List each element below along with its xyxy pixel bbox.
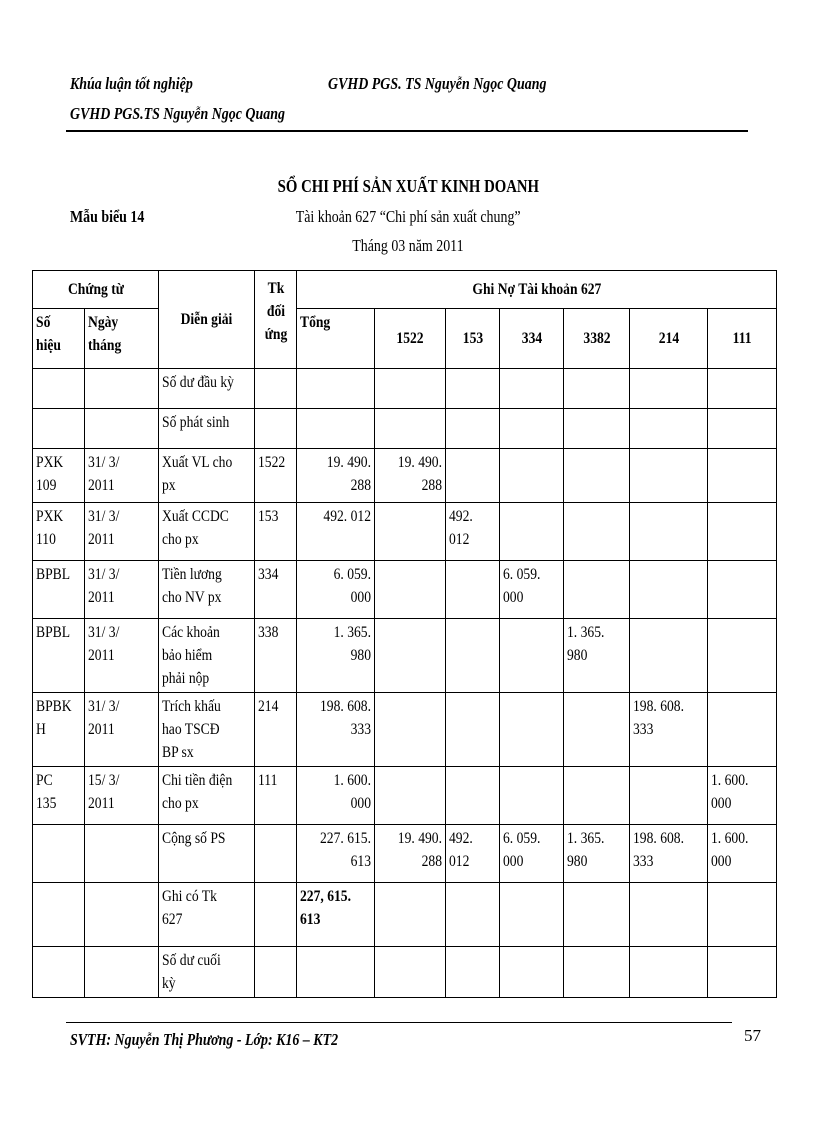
cell-amt-214 <box>630 409 708 449</box>
cell-tong: 227, 615. 613 <box>297 883 375 947</box>
header-334: 334 <box>500 309 564 369</box>
table-row <box>33 825 777 883</box>
cell-tk-doi-ung <box>255 883 297 947</box>
cell-tong: 227. 615. 613 <box>297 825 375 883</box>
cell-amt-111 <box>708 619 777 693</box>
header-111: 111 <box>708 309 777 369</box>
cell-amt-214 <box>630 503 708 561</box>
cell-amt-111 <box>708 883 777 947</box>
table-row <box>33 449 777 503</box>
cell-amt-111 <box>708 947 777 998</box>
form-label: Mẫu biểu 14 <box>70 207 145 226</box>
cell-amt-334 <box>500 619 564 693</box>
header-dien-giai: Diễn giải <box>159 271 255 369</box>
cell-tk-doi-ung: 1522 <box>255 449 297 503</box>
cell-amt-1522: 19. 490. 288 <box>375 449 446 503</box>
cell-amt-1522 <box>375 767 446 825</box>
cell-amt-111 <box>708 693 777 767</box>
cell-ngay-thang <box>85 369 159 409</box>
cell-amt-111 <box>708 369 777 409</box>
cell-dien-giai: Chi tiền điện cho px <box>159 767 255 825</box>
cell-amt-3382 <box>564 561 630 619</box>
cell-amt-3382 <box>564 503 630 561</box>
cell-amt-3382 <box>564 369 630 409</box>
header-so-hieu: Số hiệu <box>33 309 85 369</box>
cell-amt-3382: 1. 365. 980 <box>564 619 630 693</box>
cell-amt-3382 <box>564 767 630 825</box>
header-advisor-center: GVHD PGS. TS Nguyễn Ngọc Quang <box>328 74 547 93</box>
cell-amt-334 <box>500 503 564 561</box>
cell-amt-111: 1. 600. 000 <box>708 825 777 883</box>
cell-tk-doi-ung: 111 <box>255 767 297 825</box>
cell-amt-214 <box>630 369 708 409</box>
cell-amt-214: 198. 608. 333 <box>630 825 708 883</box>
cell-amt-1522 <box>375 503 446 561</box>
cell-amt-3382 <box>564 449 630 503</box>
cell-amt-334 <box>500 409 564 449</box>
cell-amt-153: 492. 012 <box>446 825 500 883</box>
table-row <box>33 619 777 693</box>
header-tong: Tổng <box>297 309 375 369</box>
cell-amt-1522 <box>375 883 446 947</box>
cell-so-hieu <box>33 825 85 883</box>
footer-rule <box>66 1022 732 1023</box>
cell-amt-1522 <box>375 409 446 449</box>
cell-ngay-thang <box>85 825 159 883</box>
header-thesis-label: Khúa luận tốt nghiệp <box>70 74 193 93</box>
page-number: 57 <box>744 1026 761 1045</box>
cell-amt-111 <box>708 503 777 561</box>
cell-tk-doi-ung <box>255 369 297 409</box>
document-title: SỔ CHI PHÍ SẢN XUẤT KINH DOANH <box>277 176 539 196</box>
cell-amt-153 <box>446 883 500 947</box>
cell-amt-1522 <box>375 561 446 619</box>
cell-dien-giai: Số dư đầu kỳ <box>159 369 255 409</box>
cell-so-hieu: BPBL <box>33 561 85 619</box>
cell-tong: 6. 059. 000 <box>297 561 375 619</box>
cell-tk-doi-ung: 214 <box>255 693 297 767</box>
cell-dien-giai: Các khoản bảo hiểm phải nộp <box>159 619 255 693</box>
cell-amt-153 <box>446 767 500 825</box>
cell-amt-3382 <box>564 947 630 998</box>
cell-ngay-thang: 31/ 3/ 2011 <box>85 503 159 561</box>
cell-so-hieu: PC 135 <box>33 767 85 825</box>
header-214: 214 <box>630 309 708 369</box>
cell-tk-doi-ung: 338 <box>255 619 297 693</box>
cell-tong: 198. 608. 333 <box>297 693 375 767</box>
ledger-table <box>32 270 777 998</box>
cell-amt-214 <box>630 767 708 825</box>
table-row <box>33 503 777 561</box>
table-subheader-row <box>33 309 777 369</box>
cell-amt-153 <box>446 947 500 998</box>
cell-dien-giai: Cộng số PS <box>159 825 255 883</box>
table-row <box>33 883 777 947</box>
cell-so-hieu: PXK 110 <box>33 503 85 561</box>
cell-amt-111 <box>708 561 777 619</box>
cell-tong <box>297 947 375 998</box>
cell-amt-334 <box>500 767 564 825</box>
table-row <box>33 369 777 409</box>
document-period: Tháng 03 năm 2011 <box>352 236 464 255</box>
cell-amt-153 <box>446 561 500 619</box>
cell-amt-153 <box>446 619 500 693</box>
cell-tk-doi-ung: 334 <box>255 561 297 619</box>
cell-so-hieu: BPBK H <box>33 693 85 767</box>
cell-amt-1522 <box>375 619 446 693</box>
cell-ngay-thang <box>85 409 159 449</box>
cell-tong: 492. 012 <box>297 503 375 561</box>
cell-so-hieu <box>33 369 85 409</box>
cell-amt-214 <box>630 947 708 998</box>
table-header-row <box>33 271 777 309</box>
header-153: 153 <box>446 309 500 369</box>
cell-amt-111 <box>708 449 777 503</box>
cell-tk-doi-ung <box>255 947 297 998</box>
header-advisor-left: GVHD PGS.TS Nguyễn Ngọc Quang <box>70 104 285 123</box>
cell-dien-giai: Ghi có Tk 627 <box>159 883 255 947</box>
cell-ngay-thang: 31/ 3/ 2011 <box>85 619 159 693</box>
document-subtitle: Tài khoản 627 “Chi phí sản xuất chung” <box>295 207 521 226</box>
header-ghi-no: Ghi Nợ Tài khoản 627 <box>297 271 777 309</box>
cell-amt-214 <box>630 561 708 619</box>
cell-dien-giai: Xuất VL cho px <box>159 449 255 503</box>
cell-amt-214: 198. 608. 333 <box>630 693 708 767</box>
header-rule <box>66 130 748 132</box>
cell-ngay-thang: 31/ 3/ 2011 <box>85 693 159 767</box>
header-ngay-thang: Ngày tháng <box>85 309 159 369</box>
cell-amt-334 <box>500 369 564 409</box>
cell-dien-giai: Số phát sinh <box>159 409 255 449</box>
cell-amt-153 <box>446 449 500 503</box>
cell-so-hieu: BPBL <box>33 619 85 693</box>
cell-amt-1522 <box>375 947 446 998</box>
cell-amt-3382 <box>564 693 630 767</box>
cell-amt-334 <box>500 883 564 947</box>
cell-ngay-thang: 31/ 3/ 2011 <box>85 449 159 503</box>
cell-amt-153 <box>446 409 500 449</box>
cell-amt-3382 <box>564 409 630 449</box>
cell-amt-334 <box>500 947 564 998</box>
cell-amt-214 <box>630 883 708 947</box>
cell-amt-334 <box>500 693 564 767</box>
cell-tong: 1. 365. 980 <box>297 619 375 693</box>
cell-ngay-thang <box>85 947 159 998</box>
cell-ngay-thang <box>85 883 159 947</box>
table-row <box>33 767 777 825</box>
table-row <box>33 693 777 767</box>
table-row <box>33 947 777 998</box>
cell-ngay-thang: 31/ 3/ 2011 <box>85 561 159 619</box>
cell-so-hieu <box>33 883 85 947</box>
cell-amt-334 <box>500 449 564 503</box>
cell-tk-doi-ung <box>255 825 297 883</box>
cell-ngay-thang: 15/ 3/ 2011 <box>85 767 159 825</box>
cell-amt-334: 6. 059. 000 <box>500 825 564 883</box>
cell-dien-giai: Xuất CCDC cho px <box>159 503 255 561</box>
cell-dien-giai: Tiền lương cho NV px <box>159 561 255 619</box>
cell-amt-3382: 1. 365. 980 <box>564 825 630 883</box>
cell-amt-153 <box>446 693 500 767</box>
cell-amt-153 <box>446 369 500 409</box>
cell-so-hieu <box>33 947 85 998</box>
cell-amt-111: 1. 600. 000 <box>708 767 777 825</box>
cell-amt-1522 <box>375 693 446 767</box>
cell-amt-1522: 19. 490. 288 <box>375 825 446 883</box>
header-chung-tu: Chứng từ <box>33 271 159 309</box>
cell-tong <box>297 369 375 409</box>
ledger-table-wrap <box>32 270 776 992</box>
cell-amt-153: 492. 012 <box>446 503 500 561</box>
footer-student: SVTH: Nguyễn Thị Phương - Lớp: K16 – KT2 <box>70 1030 339 1049</box>
cell-so-hieu <box>33 409 85 449</box>
cell-tk-doi-ung: 153 <box>255 503 297 561</box>
cell-amt-214 <box>630 619 708 693</box>
table-row <box>33 561 777 619</box>
header-tk-doi-ung: Tk đối ứng <box>255 271 297 369</box>
cell-amt-111 <box>708 409 777 449</box>
cell-amt-214 <box>630 449 708 503</box>
cell-tong <box>297 409 375 449</box>
table-row <box>33 409 777 449</box>
cell-dien-giai: Số dư cuối kỳ <box>159 947 255 998</box>
cell-so-hieu: PXK 109 <box>33 449 85 503</box>
cell-tong: 19. 490. 288 <box>297 449 375 503</box>
cell-amt-1522 <box>375 369 446 409</box>
cell-amt-334: 6. 059. 000 <box>500 561 564 619</box>
header-3382: 3382 <box>564 309 630 369</box>
cell-tong: 1. 600. 000 <box>297 767 375 825</box>
header-1522: 1522 <box>375 309 446 369</box>
cell-amt-3382 <box>564 883 630 947</box>
cell-tk-doi-ung <box>255 409 297 449</box>
cell-dien-giai: Trích khấu hao TSCĐ BP sx <box>159 693 255 767</box>
